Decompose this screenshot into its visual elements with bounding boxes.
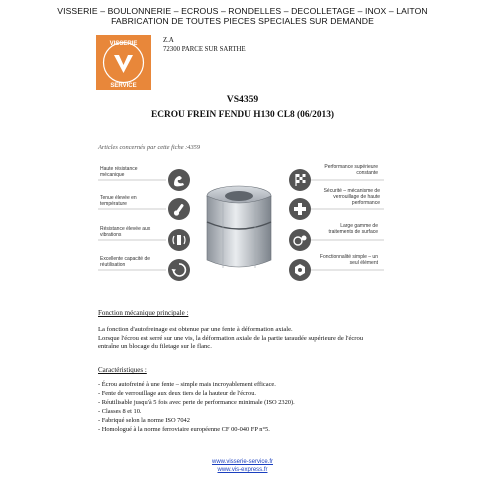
- fonction-line-3: entraîne un blocage du filetage sur le flanc.: [98, 343, 212, 351]
- feature-label-left-1: Haute résistance mécanique: [100, 166, 138, 178]
- feature-label-left-3: Résistance élevée aux vibrations: [100, 226, 151, 238]
- checkered-flag-icon: [289, 169, 311, 191]
- svg-text:VISSERIE: VISSERIE: [109, 41, 138, 47]
- reference-number: VS4359: [226, 94, 259, 105]
- concerned-articles: Articles concernés par cette fiche :4359: [98, 144, 201, 151]
- footer-link-visserie-service[interactable]: www.visserie-service.fr: [211, 459, 273, 465]
- document-title: ECROU FREIN FENDU H130 CL8 (06/2013): [150, 110, 335, 120]
- feature-label-right-4: Fonctionnalité simple – un seul élément: [319, 254, 378, 266]
- list-item: - Fente de verrouillage aux deux tiers de la hauteur de l'écrou.: [98, 390, 257, 397]
- header-line-1: VISSERIE – BOULONNERIE – ECROUS – RONDELLES – DECOLLETAGE – INOX – LAITON: [57, 6, 428, 16]
- list-item: - Fabriqué selon la norme ISO 7042: [98, 417, 190, 424]
- header-line-2: FABRICATION DE TOUTES PIECES SPECIALES SUR DEMANDE: [111, 16, 374, 26]
- feature-label-left-4: Excellente capacité de réutilisation: [100, 256, 151, 268]
- svg-text:SERVICE: SERVICE: [110, 83, 137, 89]
- hexagon-nut-icon: [289, 259, 311, 281]
- recycle-icon: [168, 259, 190, 281]
- list-item: - Homologué à la norme ferroviaire européenne CF 00-040 FP n°5.: [98, 426, 270, 433]
- fonction-heading: Fonction mécanique principale :: [98, 309, 189, 317]
- footer-link-vis-express[interactable]: www.vis-express.fr: [217, 467, 268, 473]
- lock-nut-image: [199, 182, 279, 274]
- feature-label-left-2: Tenue élevée en température: [100, 195, 137, 207]
- caracteristiques-heading: Caractéristiques :: [98, 366, 147, 374]
- address-line-1: Z.A: [163, 37, 174, 44]
- nut-washer-icon: [289, 229, 311, 251]
- fonction-text: [98, 326, 408, 352]
- feature-label-right-2: Sécurité – mécanisme de verrouillage de haute performance: [323, 188, 380, 206]
- list-item: - Réutilisable jusqu'à 5 fois avec perte de performance minimale (ISO 2320).: [98, 399, 295, 406]
- plus-cross-icon: [289, 198, 311, 220]
- vibration-icon: [168, 229, 190, 251]
- fonction-line-1: La fonction d'autofreinage est obtenue par une fente à déformation axiale.: [98, 326, 293, 333]
- flexed-arm-icon: [168, 169, 190, 191]
- features-infographic: [96, 160, 386, 295]
- fonction-line-2: Lorsque l'écrou est serré sur une vis, la déformation axiale de la partie taraudée supérieure de l'écrou: [98, 334, 364, 342]
- feature-label-right-1: Performance supérieure constante: [324, 164, 378, 176]
- address-line-2: 72300 PARCE SUR SARTHE: [163, 46, 246, 53]
- thermometer-icon: [168, 198, 190, 220]
- feature-label-right-3: Large gamme de traitements de surface: [328, 223, 378, 235]
- company-logo: [96, 35, 151, 90]
- list-item: - Écrou autofreiné à une fente – simple mais incroyablement efficace.: [98, 381, 276, 388]
- list-item: - Classes 8 et 10.: [98, 408, 142, 415]
